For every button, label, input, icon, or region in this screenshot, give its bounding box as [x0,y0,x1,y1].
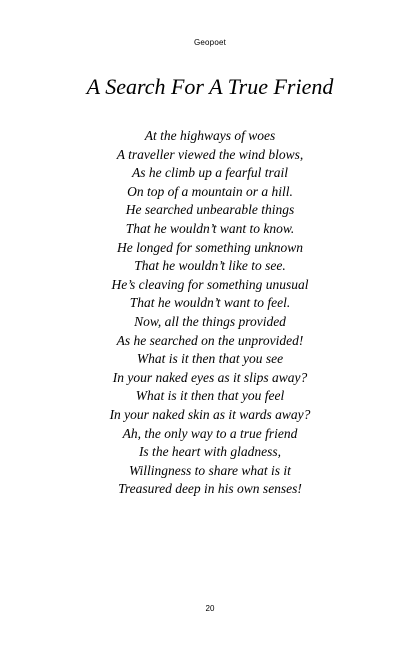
poem-line: Treasured deep in his own senses! [118,481,302,497]
poem-line: He’s cleaving for something unusual [111,276,309,292]
poem-body [0,127,420,499]
poem-line: In your naked skin as it wards away? [109,406,311,422]
poem-line: Willingness to share what is it [129,462,291,478]
poem-line: He searched unbearable things [125,202,295,218]
poem-line: Is the heart with gladness, [138,444,282,460]
poem-line: That he wouldn’t want to feel. [129,295,291,311]
poem-line: On top of a mountain or a hill. [127,183,293,199]
page-number: 20 [205,604,215,613]
poem-line: That he wouldn’t like to see. [134,258,286,274]
poem-line: As he climb up a fearful trail [132,165,288,181]
poem-line: That he wouldn’t want to know. [125,220,295,236]
running-header: Geopoet [193,38,227,47]
poem-line: What is it then that you see [136,351,284,367]
poem-title: A Search For A True Friend [86,74,334,99]
poem-line: At the highways of woes [144,128,276,143]
poem-line: As he searched on the unprovided! [116,332,304,348]
poem-line: What is it then that you feel [135,388,285,404]
poem-line: He longed for something unknown [117,239,303,255]
poem-line: Ah, the only way to a true friend [122,425,298,441]
poem-line: In your naked eyes as it slips away? [112,369,308,385]
poem-line: Now, all the things provided [134,313,286,329]
poem-line: A traveller viewed the wind blows, [116,146,304,162]
